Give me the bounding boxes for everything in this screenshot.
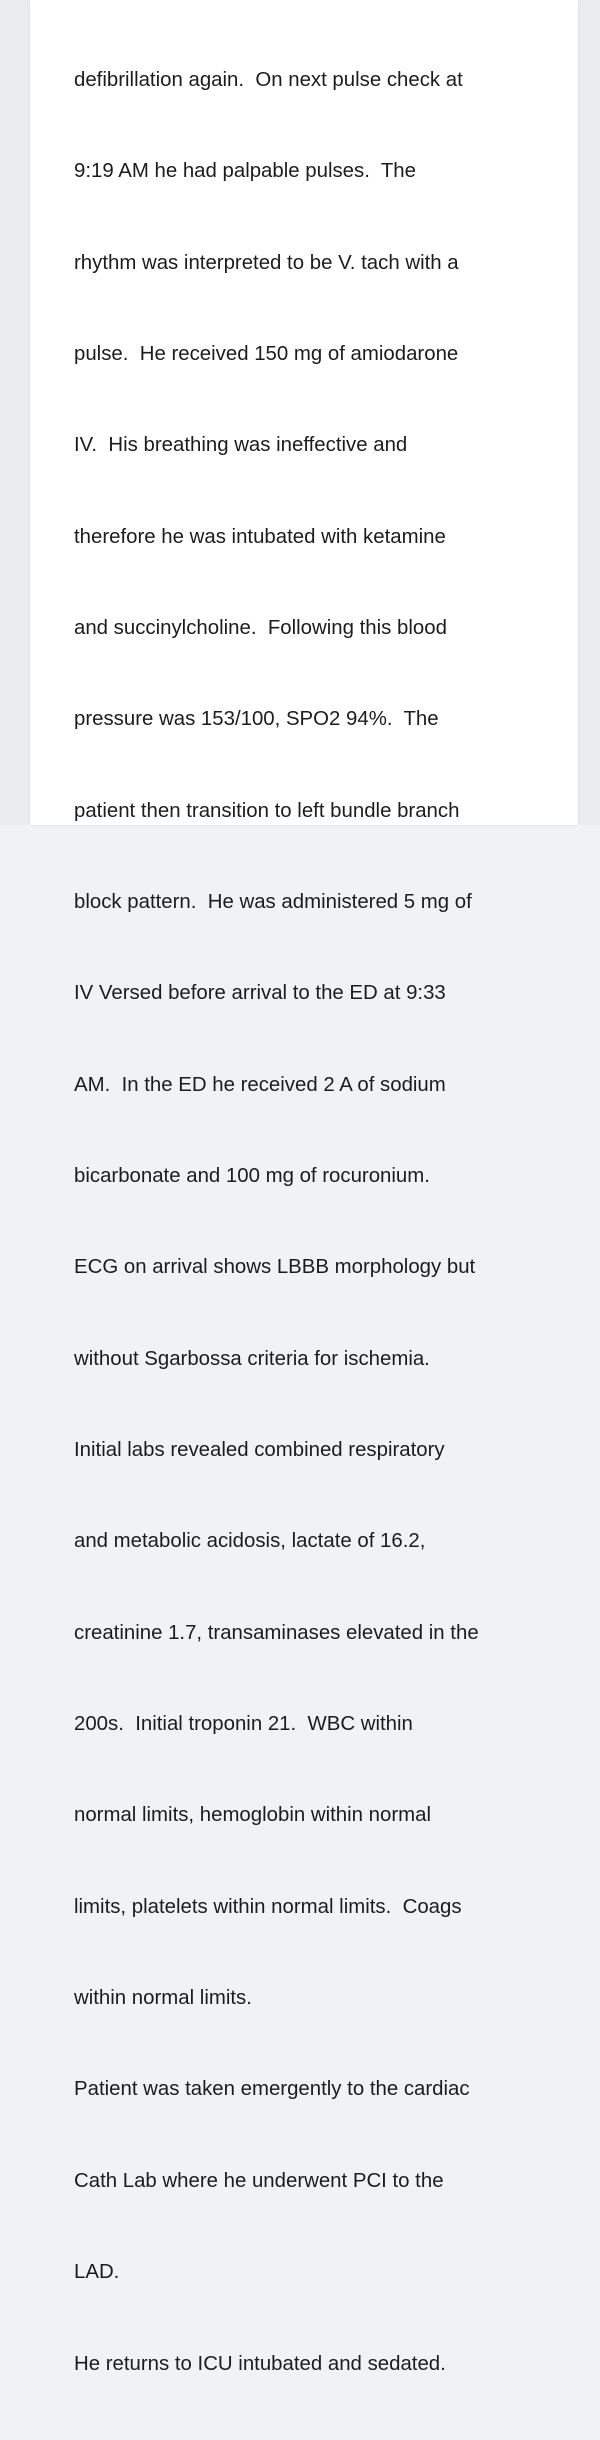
- text-line: therefore he was intubated with ketamine: [74, 525, 446, 548]
- text-line: normal limits, hemoglobin within normal: [74, 1804, 431, 1827]
- text-line: bicarbonate and 100 mg of rocuronium.: [74, 1165, 430, 1188]
- text-line: LAD.: [74, 2261, 120, 2284]
- text-line: creatinine 1.7, transaminases elevated in the: [74, 1621, 479, 1644]
- text-line: Patient was taken emergently to the cardiac: [74, 2078, 470, 2101]
- text-line: 200s. Initial troponin 21. WBC within: [74, 1713, 413, 1736]
- document-page: [30, 0, 578, 2375]
- text-line: patient then transition to left bundle branch: [74, 799, 460, 822]
- page-margin-right: [578, 0, 600, 825]
- text-line: without Sgarbossa criteria for ischemia.: [74, 1347, 430, 1370]
- text-line: pressure was 153/100, SPO2 94%. The: [74, 708, 439, 731]
- document-body: [74, 4, 574, 2440]
- text-line: block pattern. He was administered 5 mg of: [74, 891, 472, 913]
- text-line: AM. In the ED he received 2 A of sodium: [74, 1073, 446, 1096]
- text-line: limits, platelets within normal limits. Coags: [74, 1895, 462, 1918]
- text-line: within normal limits.: [74, 1987, 252, 2010]
- text-line: ECG on arrival shows LBBB morphology but: [74, 1256, 476, 1279]
- text-line: and metabolic acidosis, lactate of 16.2,: [74, 1530, 426, 1553]
- text-line: rhythm was interpreted to be V. tach with a: [74, 251, 459, 274]
- page-margin-left: [0, 0, 30, 825]
- text-line: defibrillation again. On next pulse check at: [74, 68, 463, 91]
- text-line: 9:19 AM he had palpable pulses. The: [74, 160, 416, 183]
- text-line: He returns to ICU intubated and sedated.: [74, 2352, 446, 2375]
- text-line: Cath Lab where he underwent PCI to the: [74, 2169, 444, 2192]
- text-line: and succinylcholine. Following this blood: [74, 616, 447, 639]
- text-line: IV. His breathing was ineffective and: [74, 434, 408, 457]
- text-line: IV Versed before arrival to the ED at 9:33: [74, 982, 446, 1005]
- text-line: Initial labs revealed combined respiratory: [74, 1439, 445, 1462]
- text-line: pulse. He received 150 mg of amiodarone: [74, 342, 459, 365]
